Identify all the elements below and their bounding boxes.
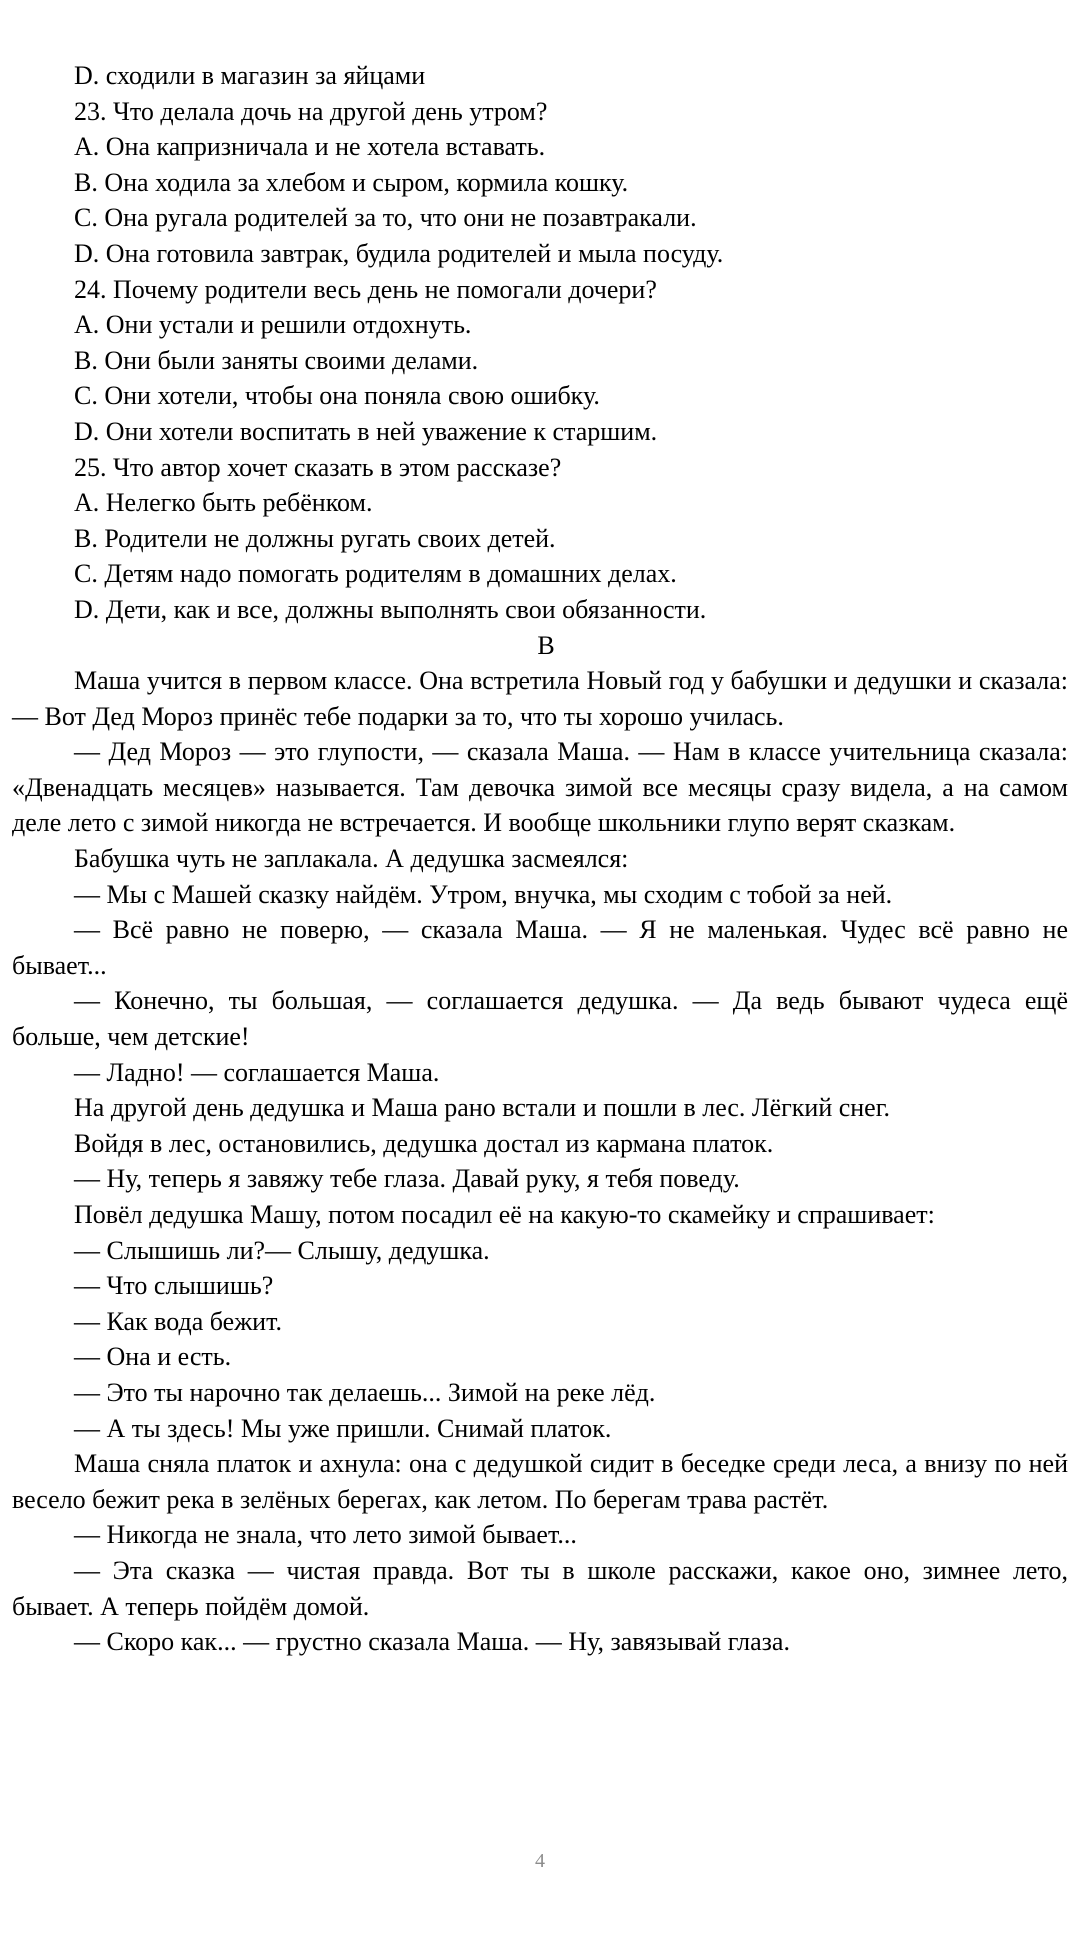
story-paragraph: Маша сняла платок и ахнула: она с дедушкой сидит в беседке среди леса, а внизу по ней весело бежит река в зелёных берегах, как летом. По берегам трава растёт. [12,1449,1068,1514]
story-paragraph: — Мы с Машей сказку найдём. Утром, внучка, мы сходим с тобой за ней. [74,879,893,909]
story-paragraph: — Что слышишь? [74,1271,274,1301]
answer-option-23-a: A. Она капризничала и не хотела вставать. [74,132,546,162]
answer-options-block [12,58,1068,628]
answer-option-24-c: C. Они хотели, чтобы она поняла свою ошибку. [74,381,600,411]
question-25: 25. Что автор хочет сказать в этом рассказе? [74,452,562,482]
answer-option-25-b: B. Родители не должны ругать своих детей. [74,523,556,553]
answer-option-23-d: D. Она готовила завтрак, будила родителей и мыла посуду. [74,238,724,268]
story-paragraph: — Эта сказка — чистая правда. Вот ты в школе расскажи, какое оно, зимнее лето, бывает. А теперь пойдём домой. [12,1555,1068,1621]
question-24: 24. Почему родители весь день не помогали дочери? [74,274,657,304]
story-paragraph: — Всё равно не поверю, — сказала Маша. — Я не маленькая. Чудес всё равно не бывает... [12,915,1068,980]
story-paragraph: — Дед Мороз — это глупости, — сказала Маша. — Нам в классе учительница сказала: «Двенадцать месяцев» называется. Там девочка зимой все месяцы сразу видела, а на самом деле лето с зимой никогда не встречается. И вообще школьники глупо верят сказкам. [12,737,1068,838]
story-paragraph: — Слышишь ли?— Слышу, дедушка. [74,1235,490,1265]
answer-option-25-d: D. Дети, как и все, должны выполнять свои обязанности. [74,594,707,624]
page-number: 4 [535,1850,545,1872]
answer-option-24-b: B. Они были заняты своими делами. [74,345,479,375]
story-paragraph: Бабушка чуть не заплакала. А дедушка засмеялся: [74,844,629,874]
section-heading: B [537,630,555,660]
story-paragraph: Войдя в лес, остановились, дедушка достал из кармана платок. [74,1128,774,1158]
story-paragraph: — Никогда не знала, что лето зимой бывает... [74,1520,577,1550]
story-paragraph: — Ну, теперь я завяжу тебе глаза. Давай руку, я тебя поведу. [74,1164,740,1194]
answer-option-24-d: D. Они хотели воспитать в ней уважение к старшим. [74,416,658,446]
story-paragraph: На другой день дедушка и Маша рано встали и пошли в лес. Лёгкий снег. [74,1093,890,1123]
story-paragraph: — Конечно, ты большая, — соглашается дедушка. — Да ведь бывают чудеса ещё больше, чем детские! [12,986,1068,1052]
story-paragraph: Маша учится в первом классе. Она встретила Новый год у бабушки и дедушки и сказала:— Вот Дед Мороз принёс тебе подарки за то, что ты хорошо училась. [12,666,1068,731]
answer-option-24-a: A. Они устали и решили отдохнуть. [74,310,472,340]
story-paragraph: — Скоро как... — грустно сказала Маша. — Ну, завязывай глаза. [74,1627,790,1657]
question-23: 23. Что делала дочь на другой день утром? [74,96,548,126]
page-content [12,58,1068,1660]
story-paragraph: — Это ты нарочно так делаешь... Зимой на реке лёд. [74,1377,656,1407]
story-paragraph: Повёл дедушка Машу, потом посадил её на какую-то скамейку и спрашивает: [74,1200,935,1229]
story-paragraph: — Она и есть. [74,1342,232,1372]
answer-option-23-c: C. Она ругала родителей за то, что они не позавтракали. [74,203,697,233]
story-paragraph: — Как вода бежит. [74,1306,282,1336]
answer-option-23-b: B. Она ходила за хлебом и сыром, кормила кошку. [74,167,629,197]
story-paragraph: — А ты здесь! Мы уже пришли. Снимай платок. [74,1413,612,1443]
story-paragraph: — Ладно! — соглашается Маша. [74,1057,440,1087]
story-text [12,663,1068,1660]
answer-option-25-a: A. Нелегко быть ребёнком. [74,488,373,518]
answer-option-22-d: D. сходили в магазин за яйцами [74,61,426,90]
answer-option-25-c: C. Детям надо помогать родителям в домашних делах. [74,559,677,589]
